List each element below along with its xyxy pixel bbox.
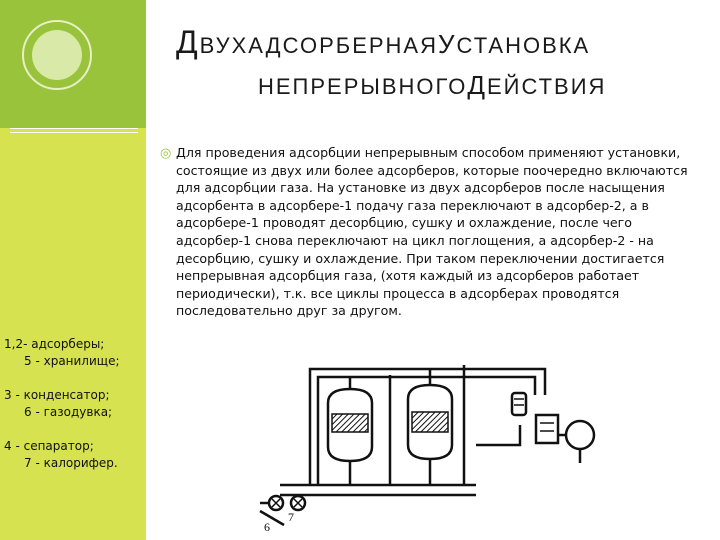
legend-item: 1,2- адсорберы;: [4, 337, 105, 351]
legend-item: 4 - сепаратор;: [4, 439, 94, 453]
legend-item: 7 - калорифер.: [24, 456, 118, 470]
adsorption-unit-diagram: [240, 335, 610, 535]
diagram-label-6: 6: [264, 520, 270, 534]
sidebar-divider: [10, 128, 138, 129]
decorative-circle: [32, 30, 82, 80]
adsorber-2: [408, 385, 452, 459]
legend-item: 6 - газодувка;: [24, 405, 113, 419]
legend-item: 5 - хранилище;: [24, 354, 120, 368]
sidebar-divider: [10, 132, 138, 133]
slide-paragraph: Для проведения адсорбции непрерывным способом применяют установки, состоящие из двух или более адсорберов, которые поочередно включаются для адсорбции газа. На установке из двух адсорберов после насыщения адсорбента в адсорбере-1 подачу газа переключают в адсорбер-2, а в адсорбере-1 проводят десорбцию, сушку и охлаждение, после чего адсорбер-1 снова переключают на цикл поглощения, а адсорбер-2 - на десорбцию, сушку и охлаждение. При таком переключении достигается непрерывная адсорбция газа, (хотя каждый из адсорберов работает периодически), т.к. все циклы процесса в адсорберах проводятся последовательно друг за другом.: [176, 145, 688, 319]
bullet-icon: ◎: [160, 146, 172, 161]
diagram-label-7: 7: [288, 510, 294, 524]
slide-title-line-2: НЕПРЕРЫВНОГОДЕЙСТВИЯ: [258, 70, 607, 100]
adsorber-1: [328, 389, 372, 461]
legend-item: 3 - конденсатор;: [4, 388, 110, 402]
legend: [4, 336, 149, 472]
slide-title-line-1: ДВУХАДСОРБЕРНАЯУСТАНОВКА: [176, 24, 591, 60]
